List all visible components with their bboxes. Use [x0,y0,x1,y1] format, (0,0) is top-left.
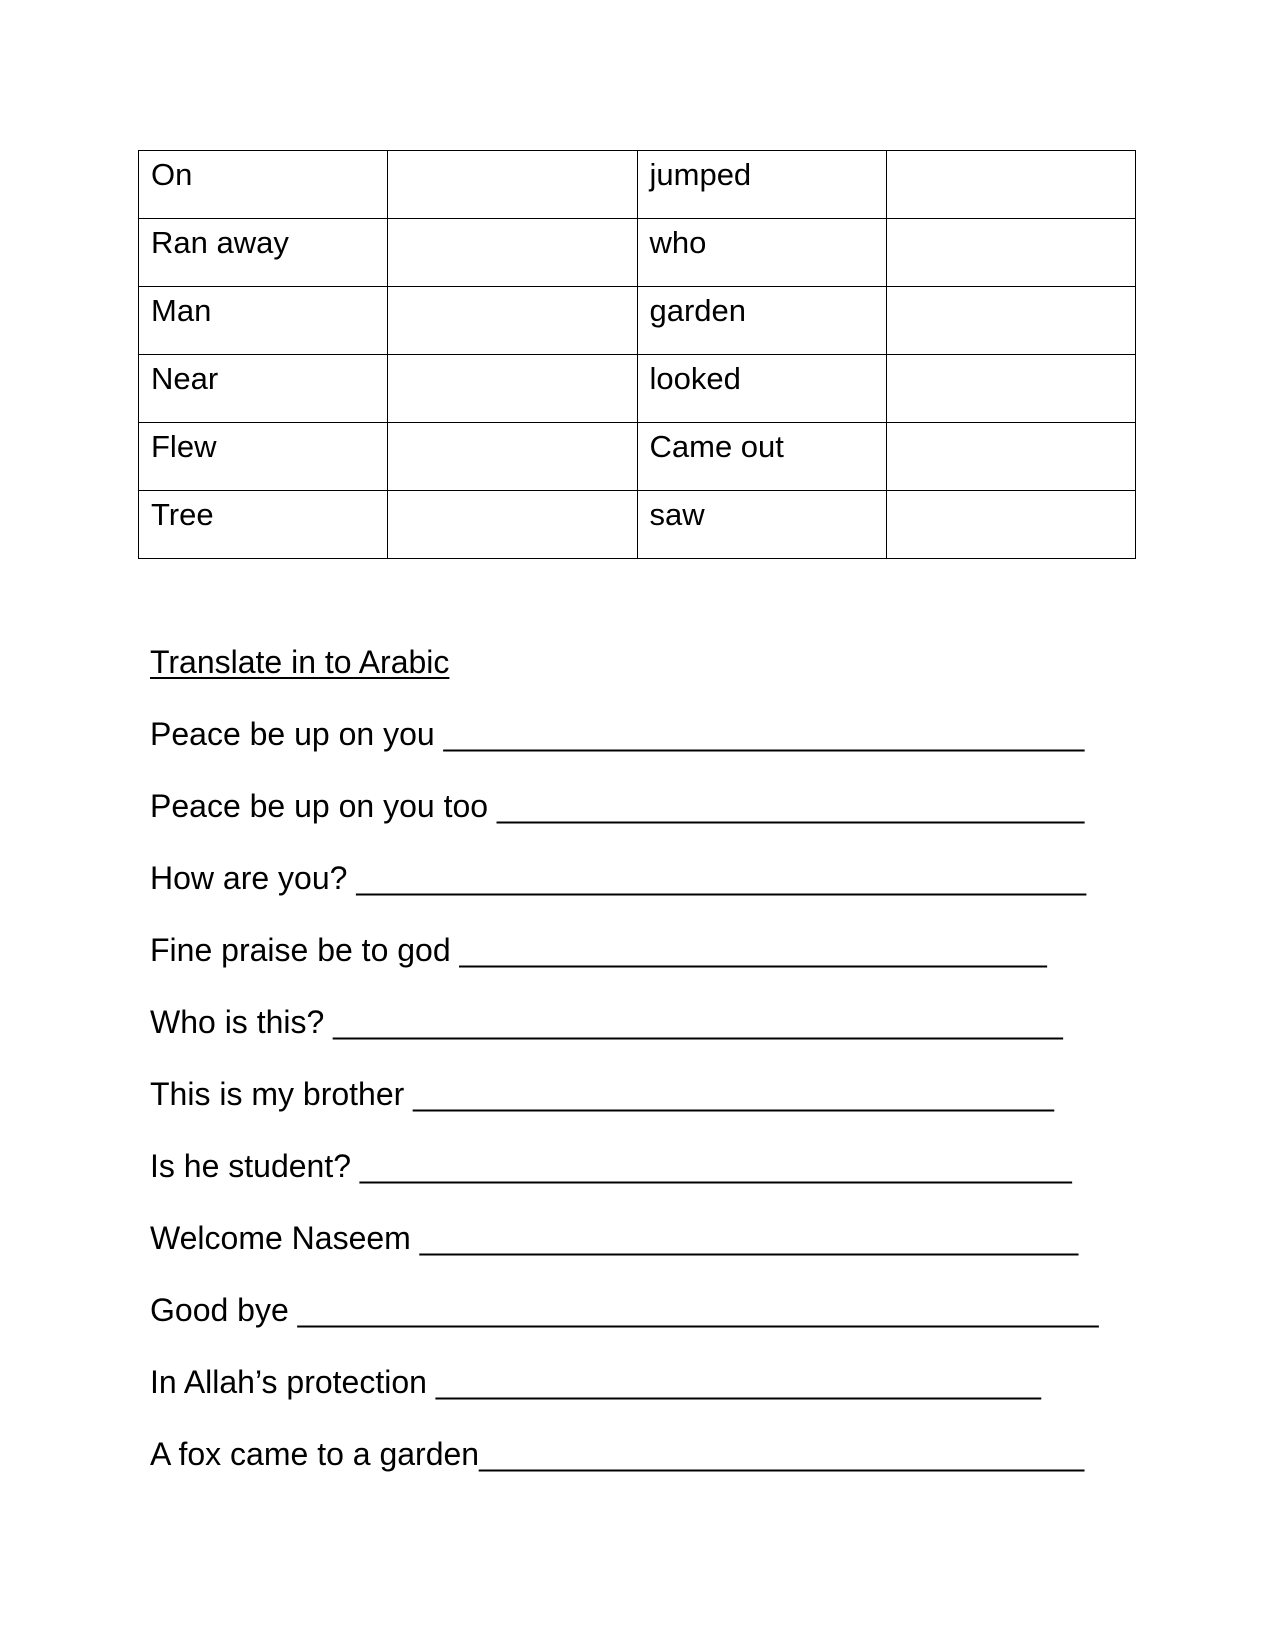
translation-prompt: A fox came to a garden__________________________________ [150,1436,1085,1472]
table-row [139,151,1136,219]
answer-cell [388,423,637,491]
table-row [139,219,1136,287]
english-word-cell: Ran away [139,219,388,287]
english-word-cell: jumped [637,151,886,219]
translation-prompt: Welcome Naseem _____________________________________ [150,1220,1079,1256]
english-word-cell: Tree [139,491,388,559]
answer-cell [886,491,1135,559]
english-word-cell: Came out [637,423,886,491]
translation-prompt: How are you? _________________________________________ [150,860,1086,896]
vocabulary-table [138,150,1136,559]
translation-prompt: Fine praise be to god _________________________________ [150,932,1047,968]
answer-cell [388,287,637,355]
translation-prompt: Is he student? ________________________________________ [150,1148,1072,1184]
english-word-cell: Near [139,355,388,423]
answer-cell [886,287,1135,355]
table-row [139,491,1136,559]
answer-cell [388,355,637,423]
section-heading: Translate in to Arabic [150,644,450,680]
translation-prompt: Good bye _____________________________________________ [150,1292,1099,1328]
answer-cell [388,151,637,219]
translation-prompt: Who is this? _________________________________________ [150,1004,1063,1040]
table-row [139,287,1136,355]
translation-prompt: In Allah’s protection __________________________________ [150,1364,1041,1400]
answer-cell [886,423,1135,491]
translation-prompt: Peace be up on you ____________________________________ [150,716,1085,752]
english-word-cell: who [637,219,886,287]
answer-cell [886,219,1135,287]
english-word-cell: Man [139,287,388,355]
table-row [139,355,1136,423]
answer-cell [388,491,637,559]
answer-cell [886,151,1135,219]
answer-cell [886,355,1135,423]
english-word-cell: saw [637,491,886,559]
english-word-cell: Flew [139,423,388,491]
english-word-cell: garden [637,287,886,355]
english-word-cell: looked [637,355,886,423]
table-row [139,423,1136,491]
answer-cell [388,219,637,287]
translation-prompt: Peace be up on you too _________________________________ [150,788,1085,824]
english-word-cell: On [139,151,388,219]
translation-prompt: This is my brother ____________________________________ [150,1076,1054,1112]
